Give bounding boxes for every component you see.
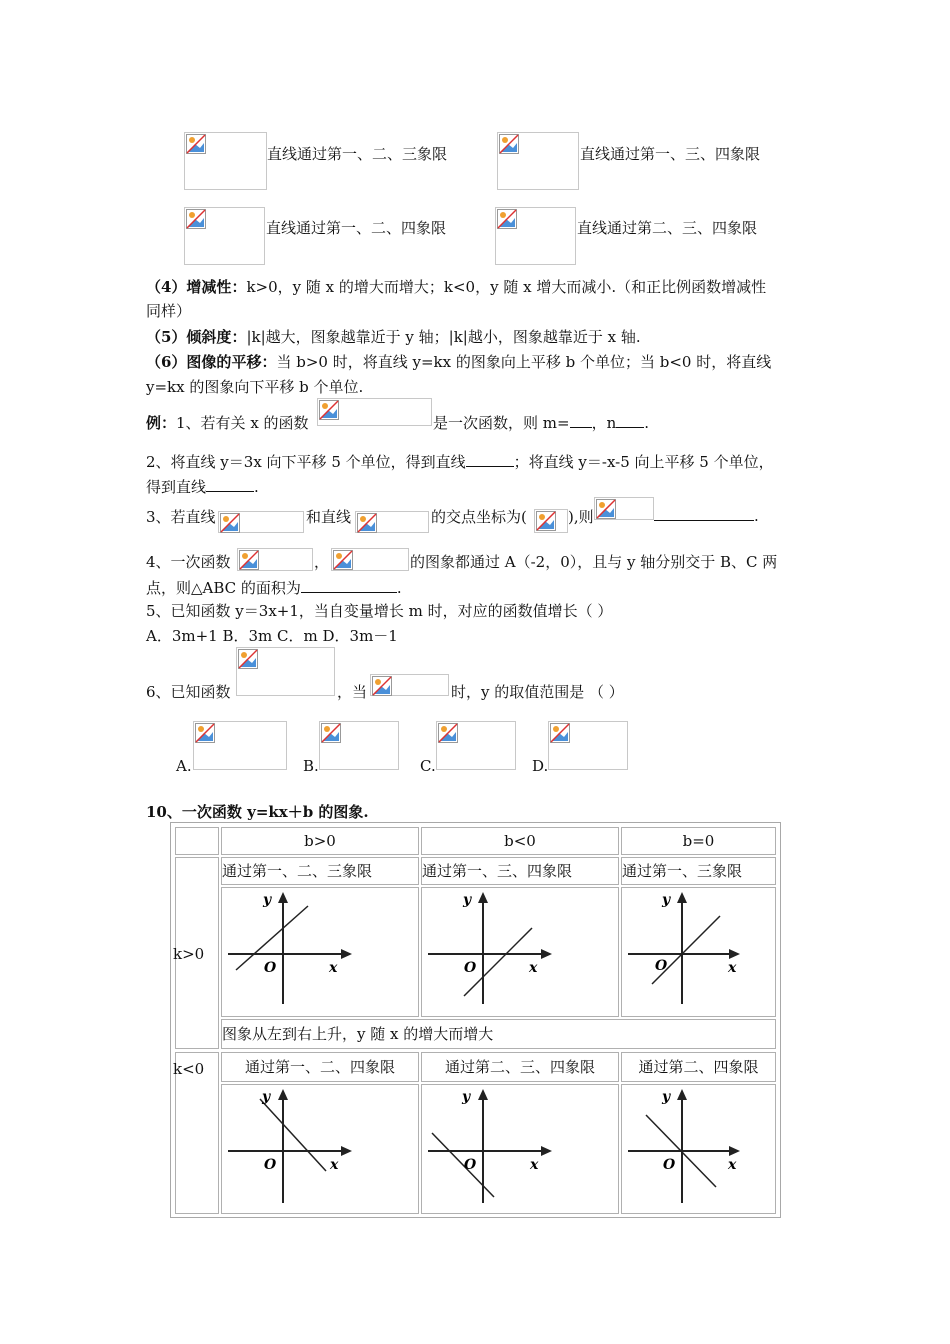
example-3-end: . [654, 506, 759, 525]
formula-image [317, 398, 432, 426]
quadrant-text-2: 直线通过第一、三、四象限 [580, 145, 761, 163]
graph-k-pos-b-zero [621, 887, 776, 1017]
k-neg-quadrant-1: 通过第一、二、四象限 [221, 1052, 419, 1082]
example-2: 2、将直线 y＝3x 向下平移 5 个单位，得到直线 ；将直线 y＝-x-5 向上平移 5 个单位， [146, 453, 774, 471]
option-d-label: D. [532, 757, 549, 775]
x-axis-label: x [529, 960, 538, 976]
k-neg-quadrant-2: 通过第二、三、四象限 [421, 1052, 619, 1082]
property-4-cont: 同样） [146, 302, 192, 320]
k-neg-quadrant-3: 通过第二、四象限 [621, 1052, 776, 1082]
option-a-label: A. [176, 757, 192, 775]
origin-label: O [464, 960, 477, 976]
example-1: 例：1、若有关 x 的函数 [146, 414, 309, 432]
y-axis-label: y [462, 1089, 471, 1105]
x-axis-label: x [330, 1157, 339, 1173]
option-c-image[interactable] [436, 721, 516, 770]
x-axis-label: x [329, 960, 338, 976]
example-4-comma: ， [314, 553, 330, 571]
section-10-title: 10、一次函数 y=kx＋b 的图象. [146, 803, 369, 821]
option-b-label: B. [303, 757, 319, 775]
graph-k-neg-b-neg [421, 1084, 619, 1214]
property-6-cont: y=kx 的图象向下平移 b 个单位. [146, 378, 364, 396]
formula-image [236, 647, 335, 696]
k-pos-quadrant-1: 通过第一、二、三象限 [221, 857, 419, 885]
linear-function-table [170, 822, 781, 1218]
origin-label: O [264, 960, 277, 976]
example-2-cont: 得到直线 . [146, 478, 259, 496]
property-4: （4）增减性：k>0，y 随 x 的增大而增大；k<0，y 随 x 增大而减小.（和正比例函数增减性 [146, 278, 767, 296]
formula-image [355, 511, 429, 533]
y-axis-label: y [662, 1089, 671, 1105]
image-placeholder [184, 132, 267, 190]
origin-label: O [655, 958, 668, 974]
option-a-image[interactable] [193, 721, 287, 770]
quadrant-text-1: 直线通过第一、二、三象限 [267, 145, 448, 163]
x-axis-label: x [728, 1157, 737, 1173]
image-placeholder [495, 207, 576, 265]
example-4: 4、一次函数 [146, 553, 231, 571]
y-axis-label: y [263, 892, 272, 908]
row-label-k-neg-text: k<0 [173, 1060, 205, 1078]
k-pos-quadrant-2: 通过第一、三、四象限 [421, 857, 619, 885]
example-1-rest: 是一次函数，则 m= ，n . [433, 414, 650, 432]
quadrant-text-4: 直线通过第二、三、四象限 [577, 219, 758, 237]
example-5-options: A．3m+1 B．3m C．m D．3m－1 [146, 627, 398, 645]
table-header-corner [175, 827, 219, 855]
example-6-end: 时，y 的取值范围是 （ ） [451, 683, 624, 701]
example-6: 6、已知函数 [146, 683, 231, 701]
table-header-b-pos: b>0 [221, 827, 419, 855]
origin-label: O [264, 1157, 277, 1173]
property-6: （6）图像的平移：当 b>0 时，将直线 y=kx 的图象向上平移 b 个单位；当 b<0 时，将直线 [146, 353, 772, 371]
image-placeholder [184, 207, 265, 265]
formula-image [237, 548, 313, 571]
origin-label: O [464, 1157, 477, 1173]
table-header-b-neg: b<0 [421, 827, 619, 855]
option-b-image[interactable] [319, 721, 399, 770]
option-d-image[interactable] [548, 721, 628, 770]
example-3-mid3: ),则 [568, 508, 594, 526]
x-axis-label: x [530, 1157, 539, 1173]
x-axis-label: x [728, 960, 737, 976]
formula-image [370, 674, 449, 696]
example-6-mid: ，当 [337, 683, 368, 701]
y-axis-label: y [463, 892, 472, 908]
k-pos-summary: 图象从左到右上升，y 随 x 的增大而增大 [221, 1019, 776, 1049]
k-pos-quadrant-3: 通过第一、三象限 [621, 857, 776, 885]
example-4-cont: 点，则△ABC 的面积为 . [146, 579, 402, 597]
formula-image [218, 511, 304, 533]
option-c-label: C. [420, 757, 436, 775]
example-5: 5、已知函数 y＝3x+1，当自变量增长 m 时，对应的函数值增长（ ） [146, 602, 613, 620]
image-placeholder [497, 132, 579, 190]
graph-k-neg-b-zero [621, 1084, 776, 1214]
example-3: 3、若直线 [146, 508, 216, 526]
graph-k-pos-b-pos [221, 887, 419, 1017]
y-axis-label: y [662, 892, 671, 908]
property-5: （5）倾斜度：|k|越大，图象越靠近于 y 轴；|k|越小，图象越靠近于 x 轴. [146, 328, 641, 346]
graph-k-neg-b-pos [221, 1084, 419, 1214]
quadrant-text-3: 直线通过第一、二、四象限 [266, 219, 447, 237]
formula-image [594, 497, 654, 520]
formula-image [331, 548, 409, 571]
example-3-mid2: 的交点坐标为( [431, 508, 527, 526]
example-4-mid: 的图象都通过 A（-2，0），且与 y 轴分别交于 B、C 两 [410, 553, 778, 571]
origin-label: O [663, 1157, 676, 1173]
y-axis-label: y [262, 1089, 271, 1105]
graph-k-pos-b-neg [421, 887, 619, 1017]
example-3-mid: 和直线 [306, 508, 352, 526]
formula-image [534, 509, 568, 533]
row-label-k-pos-text: k>0 [173, 945, 205, 963]
table-header-b-zero: b=0 [621, 827, 776, 855]
